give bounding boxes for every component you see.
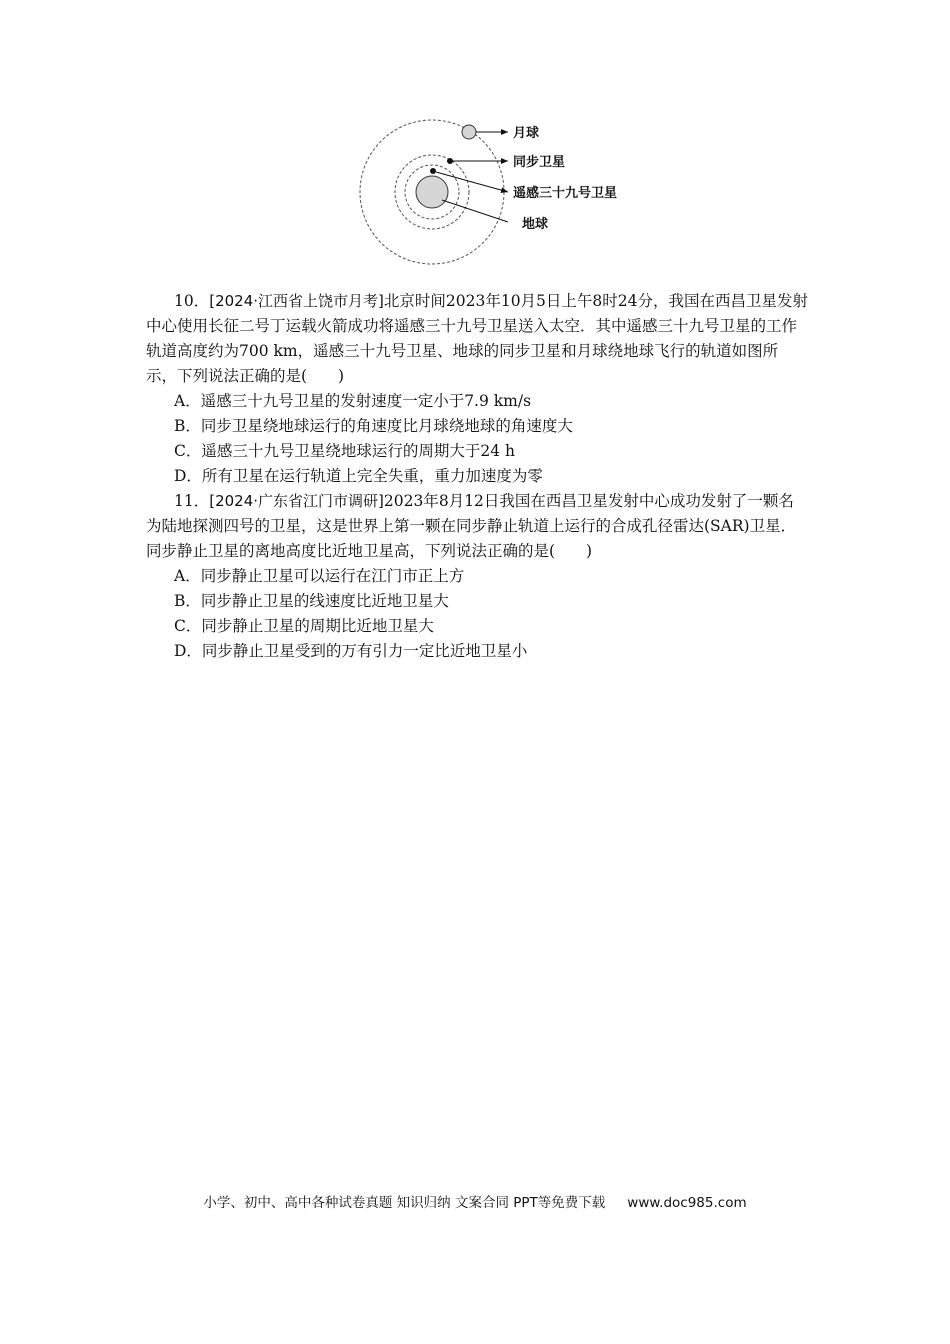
footer-text: 小学、初中、高中各种试卷真题 知识归纳 文案合同 PPT等免费下载 (203, 1195, 606, 1211)
remote-satellite-label: 遥感三十九号卫星 (513, 186, 618, 201)
sync-satellite-label: 同步卫星 (513, 155, 566, 170)
q11-text: 2023年8月12日我国在西昌卫星发射中心成功发射了一颗名为陆地探测四号的卫星，这是世界上第一颗在同步静止轨道上运行的合成孔径雷达(SAR)卫星．同步静止卫星的离地高度比近地卫星高，下列说法正确的是( ) (146, 492, 797, 560)
q11-source: [2024·广东省江门市调研] (209, 492, 384, 510)
q10-text: 北京时间2023年10月5日上午8时24分，我国在西昌卫星发射中心使用长征二号丁运载火箭成功将遥感三十九号卫星送入太空．其中遥感三十九号卫星的工作轨道高度约为700 km，遥感三十九号卫星、地球的同步卫星和月球绕地球飞行的轨道如图所示，下列说法正确的是( ) (146, 292, 809, 385)
q10-option-b: B．同步卫星绕地球运行的角速度比月球绕地球的角速度大 (174, 417, 573, 435)
q10-option-c: C．遥感三十九号卫星绕地球运行的周期大于24 h (174, 442, 515, 460)
q11-number: 11． (174, 492, 210, 510)
q10-source: [2024·江西省上饶市月考] (209, 292, 384, 310)
question-11 (146, 489, 808, 564)
q10-option-d: D．所有卫星在运行轨道上完全失重，重力加速度为零 (174, 467, 543, 485)
moon-label: 月球 (513, 126, 540, 141)
earth-label: 地球 (522, 217, 549, 232)
earth-body (416, 176, 448, 208)
question-10 (146, 289, 808, 389)
q10-number: 10． (174, 292, 210, 310)
moon-body (462, 125, 476, 139)
q11-option-d: D．同步静止卫星受到的万有引力一定比近地卫星小 (174, 642, 528, 660)
orbit-diagram-svg (340, 112, 640, 272)
q11-option-b: B．同步静止卫星的线速度比近地卫星大 (174, 592, 449, 610)
q10-option-a: A．遥感三十九号卫星的发射速度一定小于7.9 km/s (174, 392, 532, 410)
q11-option-a: A．同步静止卫星可以运行在江门市正上方 (174, 567, 465, 585)
orbit-diagram (340, 112, 640, 272)
sync-satellite-dot (447, 158, 453, 164)
earth-pointer (442, 200, 508, 222)
remote-satellite-dot (430, 168, 436, 174)
q11-option-c: C．同步静止卫星的周期比近地卫星大 (174, 617, 434, 635)
footer-url[interactable]: www.doc985.com (627, 1195, 747, 1211)
page-footer (0, 1191, 950, 1211)
question-content (146, 289, 808, 664)
